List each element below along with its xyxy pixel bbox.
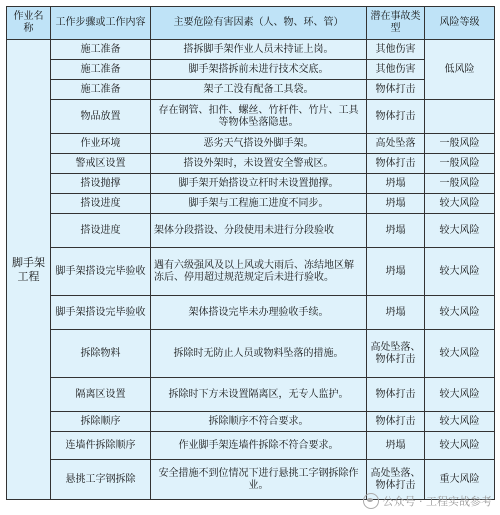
header-task-name: 作业名称 [7, 7, 51, 40]
step-cell: 施工准备 [51, 40, 151, 60]
category-cell: 脚手架工程 [7, 40, 51, 500]
table-row [7, 432, 495, 460]
accident-cell: 其他伤害 [367, 60, 425, 80]
hazard-cell: 架体分段搭设、分段使用未进行分段验收 [151, 214, 367, 248]
table-row [7, 100, 495, 134]
table-row [7, 154, 495, 174]
risk-cell: 较大风险 [425, 214, 495, 248]
step-cell: 警戒区设置 [51, 154, 151, 174]
risk-cell: 较大风险 [425, 248, 495, 296]
accident-cell: 坍塌 [367, 432, 425, 460]
hazard-cell: 搭设外架时，未设置安全警戒区。 [151, 154, 367, 174]
accident-cell: 物体打击 [367, 80, 425, 100]
hazard-cell: 遇有六级强风及以上风或大雨后、冻结地区解冻后、停用超过规范规定后未进行验收。 [151, 248, 367, 296]
step-cell: 施工准备 [51, 60, 151, 80]
step-cell: 脚手架搭设完毕验收 [51, 296, 151, 330]
step-cell: 脚手架搭设完毕验收 [51, 248, 151, 296]
header-risk-level: 风险等级 [425, 7, 495, 40]
header-accident-type: 潜在事故类型 [367, 7, 425, 40]
risk-cell: 较大风险 [425, 412, 495, 432]
accident-cell: 物体打击 [367, 100, 425, 134]
header-work-step: 工作步骤或工作内容 [51, 7, 151, 40]
risk-cell: 较大风险 [425, 194, 495, 214]
step-cell: 连墙件拆除顺序 [51, 432, 151, 460]
risk-cell [425, 100, 495, 134]
step-cell: 物品放置 [51, 100, 151, 134]
step-cell: 隔离区设置 [51, 378, 151, 412]
header-hazard-factors: 主要危险有害因素（人、物、环、管） [151, 7, 367, 40]
step-cell: 施工准备 [51, 80, 151, 100]
hazard-cell: 架体搭设完毕未办理验收手续。 [151, 296, 367, 330]
wechat-icon [363, 493, 379, 509]
hazard-cell: 恶劣天气搭设外脚手架。 [151, 134, 367, 154]
risk-table [6, 6, 495, 500]
step-cell: 作业环境 [51, 134, 151, 154]
table-row [7, 214, 495, 248]
risk-cell: 重大风险 [425, 460, 495, 500]
accident-cell: 坍塌 [367, 174, 425, 194]
accident-cell: 高处坠落 [367, 134, 425, 154]
table-row [7, 60, 495, 80]
table-row [7, 134, 495, 154]
risk-cell: 较大风险 [425, 296, 495, 330]
table-row [7, 378, 495, 412]
table-row [7, 194, 495, 214]
hazard-cell: 脚手架搭拆前未进行技术交底。 [151, 60, 367, 80]
risk-cell: 一般风险 [425, 134, 495, 154]
step-cell: 搭设进度 [51, 194, 151, 214]
hazard-cell: 存在钢管、扣件、螺丝、竹杆件、竹片、工具等物体坠落隐患。 [151, 100, 367, 134]
step-cell: 拆除顺序 [51, 412, 151, 432]
accident-cell: 物体打击 [367, 378, 425, 412]
step-cell: 悬挑工字钢拆除 [51, 460, 151, 500]
header-row [7, 7, 495, 40]
risk-cell: 较大风险 [425, 432, 495, 460]
accident-cell: 坍塌 [367, 248, 425, 296]
accident-cell: 物体打击 [367, 412, 425, 432]
table-row [7, 412, 495, 432]
accident-cell: 物体打击 [367, 154, 425, 174]
table-row [7, 174, 495, 194]
accident-cell: 高处坠落、物体打击 [367, 460, 425, 500]
hazard-cell: 作业脚手架连墙件拆除不符合要求。 [151, 432, 367, 460]
accident-cell: 坍塌 [367, 194, 425, 214]
hazard-cell: 脚手架开始搭设立杆时未设置抛撑。 [151, 174, 367, 194]
accident-cell: 其他伤害 [367, 40, 425, 60]
table-row [7, 248, 495, 296]
hazard-cell: 拆除时无防止人员或物料坠落的措施。 [151, 330, 367, 378]
table-row [7, 80, 495, 100]
hazard-cell: 脚手架与工程施工进度不同步。 [151, 194, 367, 214]
table-row [7, 40, 495, 60]
accident-cell: 坍塌 [367, 214, 425, 248]
step-cell: 搭设进度 [51, 214, 151, 248]
accident-cell: 坍塌 [367, 296, 425, 330]
table-row [7, 296, 495, 330]
hazard-cell: 拆除顺序不符合要求。 [151, 412, 367, 432]
hazard-cell: 搭拆脚手架作业人员未持证上岗。 [151, 40, 367, 60]
accident-cell: 高处坠落、物体打击 [367, 330, 425, 378]
risk-cell: 较大风险 [425, 330, 495, 378]
hazard-cell: 安全措施不到位情况下进行悬挑工字钢拆除作业。 [151, 460, 367, 500]
risk-cell: 一般风险 [425, 154, 495, 174]
table-row [7, 330, 495, 378]
step-cell: 拆除物料 [51, 330, 151, 378]
watermark [363, 493, 493, 509]
watermark-text: 公众号 · 工程实战参考 [382, 495, 492, 508]
risk-cell: 较大风险 [425, 378, 495, 412]
risk-cell: 低风险 [425, 40, 495, 100]
hazard-cell: 架子工没有配备工具袋。 [151, 80, 367, 100]
risk-cell: 一般风险 [425, 174, 495, 194]
hazard-cell: 拆除时下方未设置隔离区，无专人监护。 [151, 378, 367, 412]
step-cell: 搭设抛撑 [51, 174, 151, 194]
